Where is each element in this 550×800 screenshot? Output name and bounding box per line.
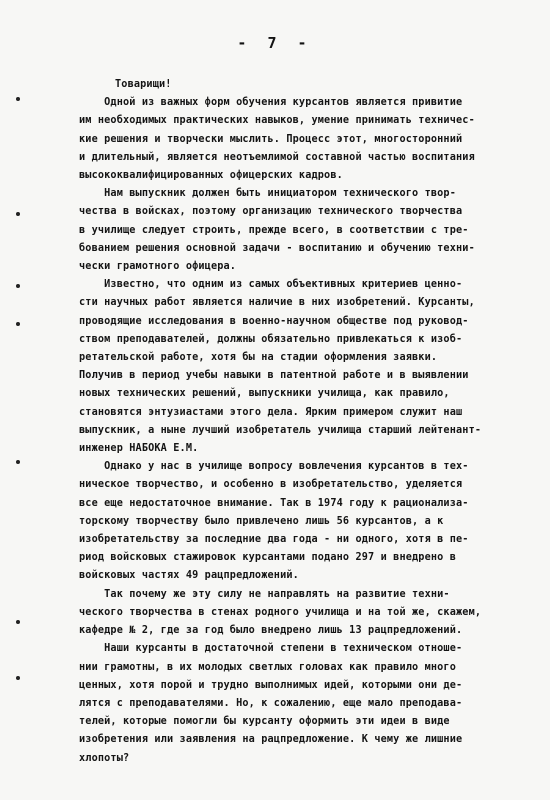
text-line: Нам выпускник должен быть инициатором технического твор- [79,188,457,200]
margin-mark [16,322,20,326]
text-line: новых технических решений, выпускники училища, как правило, [79,388,450,400]
text-line: сти научных работ является наличие в них изобретений. Курсанты, [79,297,475,309]
text-line: и длительный, является неотъемлимой составной частью воспитания [79,151,475,163]
text-line: Товарищи! [115,79,172,90]
text-line: инженер НАБОКА Е.М. [79,443,199,455]
margin-mark [16,460,20,464]
text-line: ретательской работе, хотя бы на стадии оформления заявки. [79,352,438,364]
text-line: ническое творчество, и особенно в изобретательство, уделяется [79,479,463,491]
text-line: хлопоты? [79,752,130,764]
text-line: кафедре № 2, где за год было внедрено лишь 13 рацпредложений. [79,625,463,637]
text-line: нии грамотны, в их молодых светлых головах как правило много [79,661,457,673]
text-line: чески грамотного офицера. [79,261,237,273]
document-body [79,76,549,768]
text-line: Получив в период учебы навыки в патентной работе и в выявлении [79,370,469,382]
text-line: телей, которые помогли бы курсанту оформить эти идеи в виде [79,716,450,728]
text-line: чества в войсках, поэтому организацию технического творчества [79,206,463,218]
text-line: Так почему же эту силу не направлять на развитие техни- [79,588,450,600]
text-line: в училище следует строить, прежде всего, в соответствии с тре- [79,224,469,236]
text-line: проводящие исследования в военно-научном обществе под руковод- [79,315,469,327]
text-line: все еще недостаточное внимание. Так в 1974 году к рационализа- [79,497,469,509]
margin-mark [16,284,20,288]
text-line: войсковых частях 49 рацпредложений. [79,570,299,582]
text-line: становятся энтузиастами этого дела. Ярким примером служит наш [79,406,463,418]
text-line: кие решения и творчески мыслить. Процесс этот, многосторонний [79,133,463,145]
text-line: ческого творчества в стенах родного училища и на той же, скажем, [79,606,482,618]
margin-mark [16,212,20,216]
text-line: высококвалифицированных офицерских кадров. [79,170,343,182]
text-line: лятся с преподавателями. Но, к сожалению, еще мало преподава- [79,697,463,709]
text-line: ценных, хотя порой и трудно выполнимых идей, которыми они де- [79,679,463,691]
text-line: выпускник, а ныне лучший изобретатель училища старший лейтенант- [79,424,482,436]
margin-mark [16,97,20,101]
margin-mark [16,620,20,624]
text-line: риод войсковых стажировок курсантами подано 297 и внедрено в [79,552,457,564]
text-line: Известно, что одним из самых объективных критериев ценно- [79,279,463,291]
text-line: Одной из важных форм обучения курсантов является привитие [79,97,463,109]
text-line: Наши курсанты в достаточной степени в техническом отноше- [79,643,463,655]
text-line: изобретательству за последние два года - ни одного, хотя в пе- [79,534,469,546]
margin-mark [16,676,20,680]
text-line: торскому творчеству было привлечено лишь 56 курсантов, а к [79,515,444,527]
text-line: бованием решения основной задачи - воспитанию и обучению техни- [79,242,475,254]
text-line: им необходимых практических навыков, умение принимать техничес- [79,115,475,127]
text-line: ством преподавателей, должны обязательно привлекаться к изоб- [79,333,463,345]
page-number: - 7 - [237,34,313,52]
text-line: Однако у нас в училище вопросу вовлечения курсантов в тех- [79,461,469,473]
text-line: изобретения или заявления на рацпредложение. К чему же лишние [79,734,463,746]
